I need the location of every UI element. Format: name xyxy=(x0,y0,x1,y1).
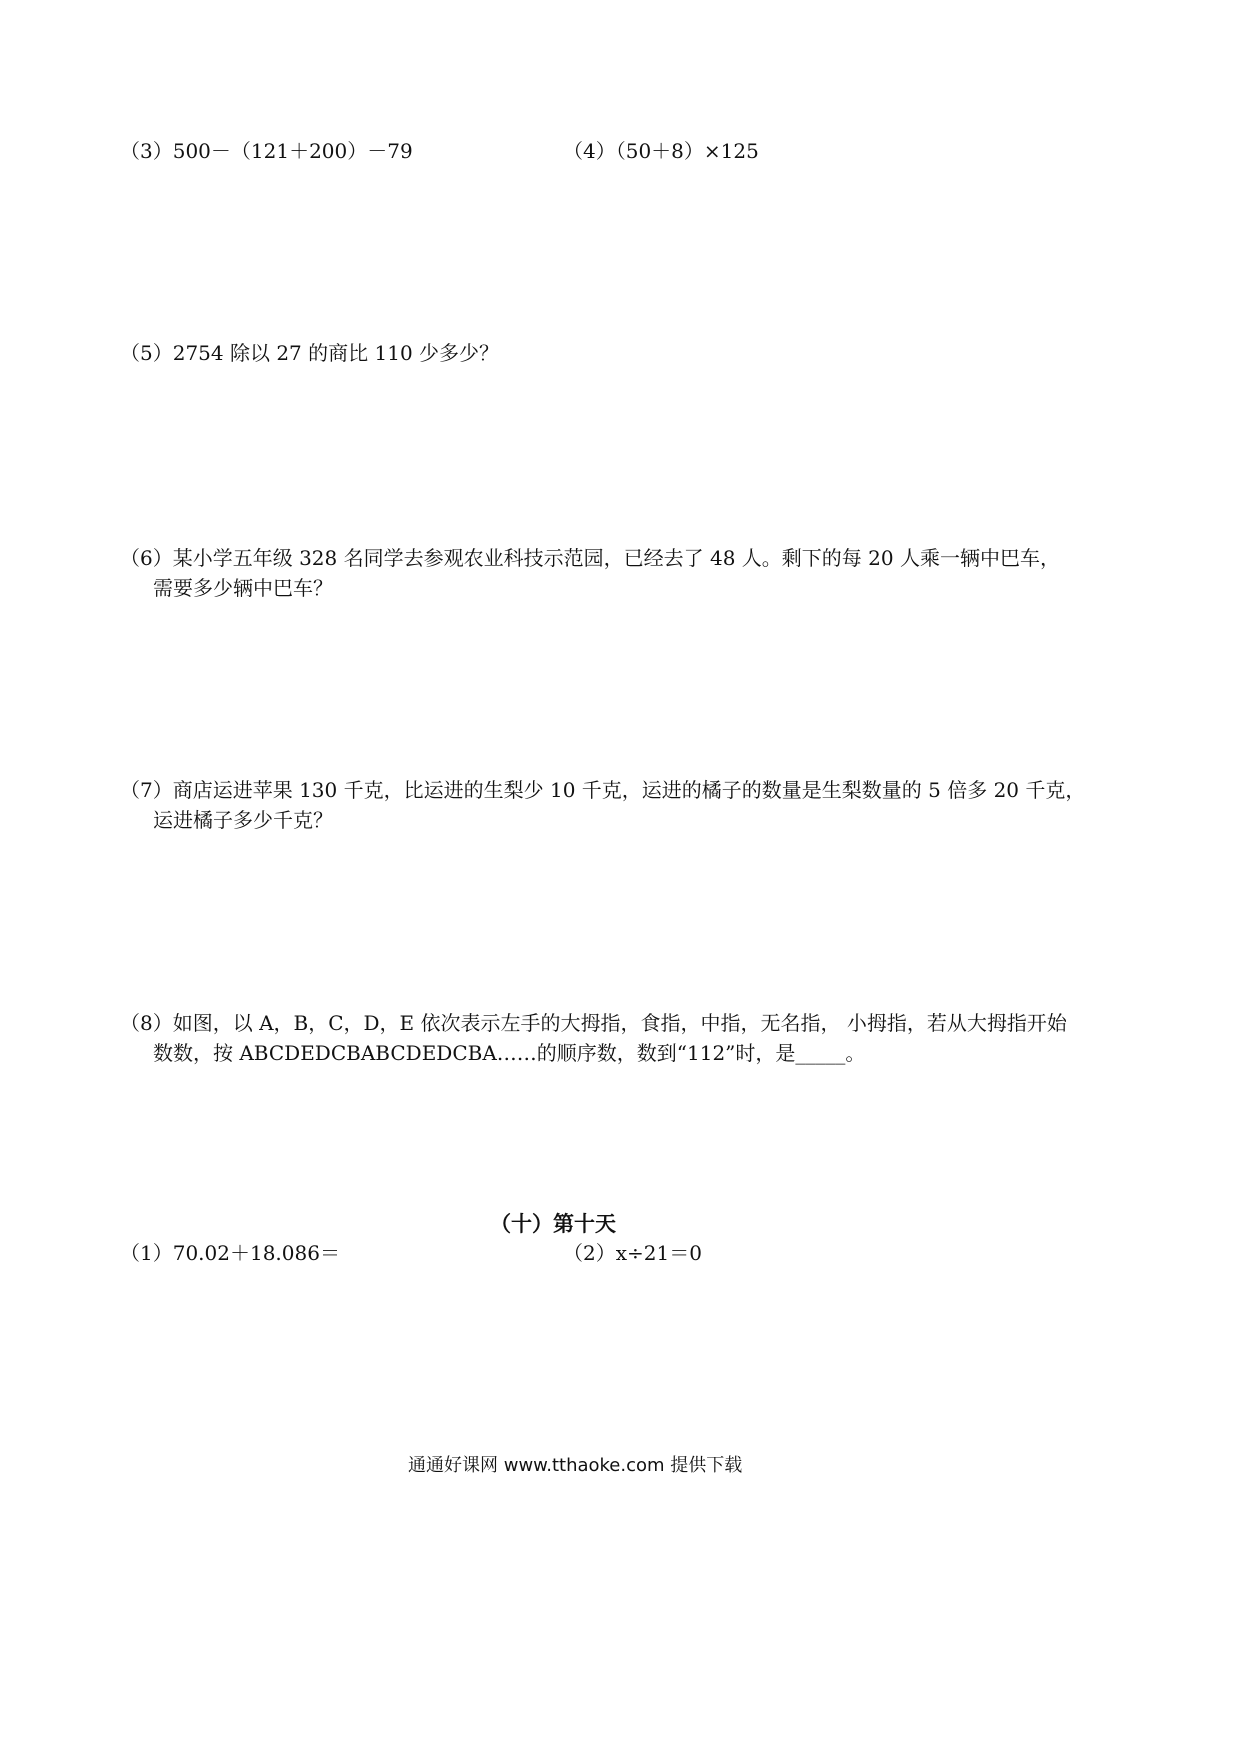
problem-4: （4）（50＋8）×125 xyxy=(563,139,759,163)
section-ten-question-2: （2）x÷21＝0 xyxy=(563,1241,702,1265)
footer-credit: 通通好课网 www.tthaoke.com 提供下载 xyxy=(408,1455,743,1476)
problem-6-line-2: 需要多少辆中巴车？ xyxy=(153,576,333,600)
problem-3: （3）500－（121＋200）－79 xyxy=(120,139,413,163)
section-ten-title: （十）第十天 xyxy=(490,1212,616,1236)
problem-5: （5）2754 除以 27 的商比 110 少多少？ xyxy=(120,341,500,365)
problem-7-line-2: 运进橘子多少千克？ xyxy=(153,808,333,832)
problem-6-line-1: （6）某小学五年级 328 名同学去参观农业科技示范园，已经去了 48 人。剩下的每 20 人乘一辆中巴车， xyxy=(120,546,1060,570)
problem-8-line-2: 数数，按 ABCDEDCBABCDEDCBA……的顺序数，数到“112”时，是_____。 xyxy=(153,1041,866,1065)
problem-8-line-1: （8）如图，以 A，B，C，D，E 依次表示左手的大拇指，食指，中指，无名指， 小拇指，若从大拇指开始 xyxy=(120,1011,1067,1035)
section-ten-question-1: （1）70.02＋18.086＝ xyxy=(120,1241,340,1265)
problem-7-line-1: （7）商店运进苹果 130 千克，比运进的生梨少 10 千克，运进的橘子的数量是生梨数量的 5 倍多 20 千克， xyxy=(120,778,1086,802)
